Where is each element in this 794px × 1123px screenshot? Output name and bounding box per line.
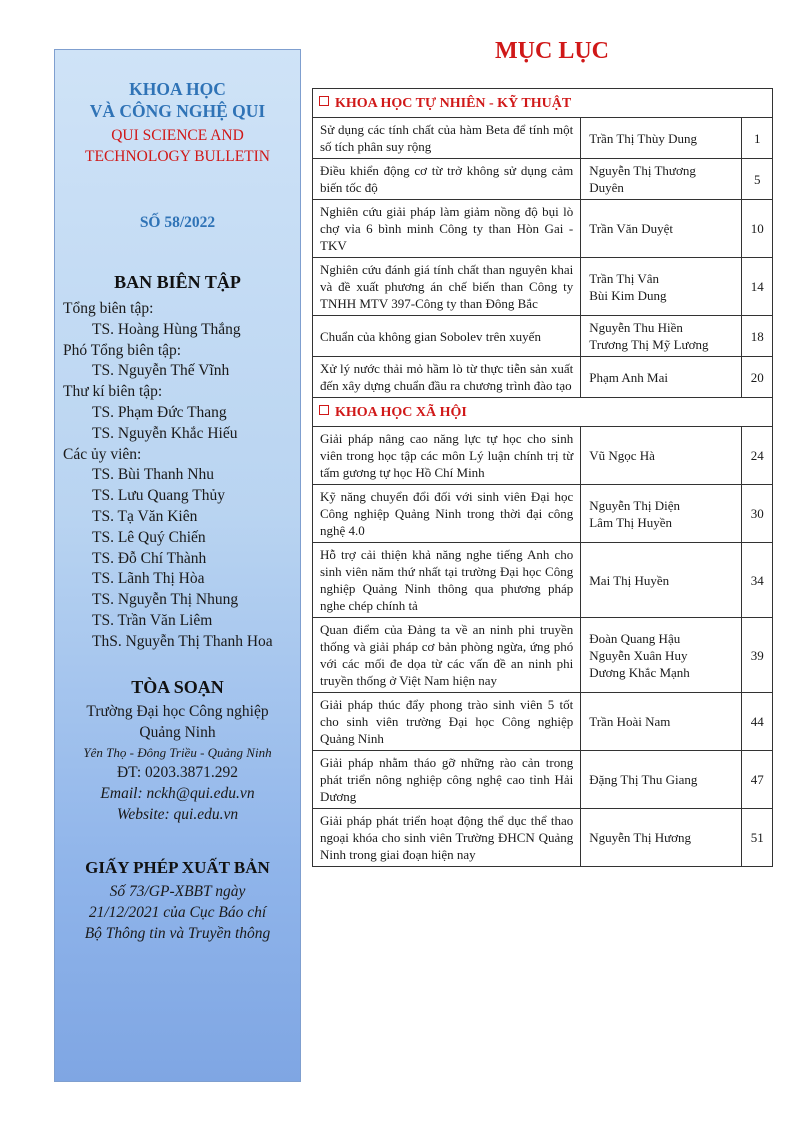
author-name: Lâm Thị Huyền	[589, 514, 673, 530]
author-name: Trần Văn Duyệt	[589, 221, 674, 236]
office-heading: TÒA SOẠN	[131, 677, 224, 697]
page-number: 39	[742, 618, 773, 693]
toc-heading: MỤC LỤC	[495, 38, 609, 64]
article-title[interactable]: Nghiên cứu đánh giá tính chất than nguyên khai và đề xuất phương án chế biến than Công ty TNHH MTV 397-Công ty than Đông Bắc	[313, 258, 581, 316]
article-authors	[581, 357, 742, 398]
license-line1: Số 73/GP-XBBT ngày	[109, 883, 246, 900]
article-authors	[581, 693, 742, 751]
author-name: Mai Thị Huyền	[589, 572, 670, 588]
page-number: 5	[742, 159, 773, 200]
page-number: 20	[742, 357, 773, 398]
author-name: Nguyễn Thị Diện	[589, 497, 680, 513]
article-authors	[581, 200, 742, 258]
article-authors	[581, 316, 742, 357]
page-number: 51	[742, 809, 773, 867]
license-line3: Bộ Thông tin và Truyền thông	[84, 925, 271, 942]
office-phone: ĐT: 0203.3871.292	[116, 764, 239, 781]
page-number: 44	[742, 693, 773, 751]
board-member: TS. Lãnh Thị Hòa	[92, 570, 205, 588]
page-number: 34	[742, 543, 773, 618]
office-name-line2: Quảng Ninh	[139, 724, 216, 741]
page-number: 18	[742, 316, 773, 357]
author-name: Nguyễn Xuân Huy	[589, 647, 688, 663]
article-title[interactable]: Điều khiển động cơ từ trở không sử dụng cảm biến tốc độ	[313, 159, 581, 200]
editorial-board-heading: BAN BIÊN TẬP	[114, 272, 241, 292]
journal-title-vi	[55, 78, 300, 122]
office-email[interactable]: Email: nckh@qui.edu.vn	[100, 785, 255, 802]
article-authors	[581, 258, 742, 316]
toc-section-row	[313, 398, 773, 427]
toc-section-title: KHOA HỌC XÃ HỘI	[335, 404, 467, 420]
toc-entry-row[interactable]	[313, 543, 773, 618]
office-name-line1: Trường Đại học Công nghiệp	[86, 703, 269, 720]
article-title[interactable]: Sử dụng các tính chất của hàm Beta để tính một số tích phân suy rộng	[313, 118, 581, 159]
author-name: Nguyễn Thu Hiền	[589, 320, 683, 335]
board-role: Thư kí biên tập:	[63, 383, 163, 401]
license-heading: GIẤY PHÉP XUẤT BẢN	[85, 858, 270, 877]
toc-section-header	[313, 398, 773, 427]
toc-entry-row[interactable]	[313, 316, 773, 357]
toc-entry-row[interactable]	[313, 159, 773, 200]
toc-entry-row[interactable]	[313, 200, 773, 258]
author-name: Bùi Kim Dung	[589, 287, 667, 303]
board-member: TS. Nguyễn Thị Nhung	[92, 591, 239, 609]
toc-section-row	[313, 89, 773, 118]
board-role: Tổng biên tập:	[63, 300, 154, 317]
page-number: 10	[742, 200, 773, 258]
article-title[interactable]: Giải pháp thúc đẩy phong trào sinh viên 5 tốt cho sinh viên trường Đại học Công nghiệp Quảng Ninh	[313, 693, 581, 751]
board-member: ThS. Nguyễn Thị Thanh Hoa	[92, 632, 273, 650]
board-member: TS. Nguyễn Thế Vĩnh	[92, 362, 230, 380]
author-name: Nguyễn Thị Hương	[589, 830, 692, 845]
office-address: Yên Thọ - Đông Triều - Quảng Ninh	[83, 745, 272, 760]
article-title[interactable]: Quan điểm của Đảng ta về an ninh phi truyền thống và giải pháp cơ bản phòng ngừa, ứng phó với các mối đe dọa từ các vấn đề an ninh phi truyền thống ở Việt Nam hiện nay	[313, 618, 581, 693]
article-title[interactable]: Giải pháp nâng cao năng lực tự học cho sinh viên trong học tập các môn Lý luận chính trị từ tấm gương tự học Hồ Chí Minh	[313, 427, 581, 485]
page-number: 30	[742, 485, 773, 543]
article-title[interactable]: Nghiên cứu giải pháp làm giảm nồng độ bụi lò chợ vỉa 6 bình minh Công ty than Hòn Gai - TKV	[313, 200, 581, 258]
board-member: TS. Nguyễn Khắc Hiếu	[92, 424, 238, 442]
toc-entry-row[interactable]	[313, 485, 773, 543]
article-title[interactable]: Giải pháp phát triển hoạt động thể dục thể thao ngoại khóa cho sinh viên Trường ĐHCN Quảng Ninh trong giai đoạn hiện nay	[313, 809, 581, 867]
masthead-sidebar	[54, 49, 301, 1082]
editorial-board-list	[63, 299, 296, 653]
toc-entry-row[interactable]	[313, 118, 773, 159]
article-title[interactable]: Kỹ năng chuyển đổi đối với sinh viên Đại học Công nghiệp Quảng Ninh trong thời đại công nghệ 4.0	[313, 485, 581, 543]
license-details	[55, 881, 300, 944]
journal-title-vi-line2: VÀ CÔNG NGHỆ QUI	[89, 101, 266, 121]
issue-number: SỐ 58/2022	[139, 214, 216, 231]
license-line2: 21/12/2021 của Cục Báo chí	[88, 904, 267, 921]
page-number: 14	[742, 258, 773, 316]
author-name: Nguyễn Thị Thương Duyên	[589, 163, 696, 195]
article-authors	[581, 618, 742, 693]
toc-entry-row[interactable]	[313, 809, 773, 867]
author-name: Trương Thị Mỹ Lương	[589, 337, 709, 352]
board-role: Phó Tổng biên tập:	[63, 341, 182, 359]
board-member: TS. Tạ Văn Kiên	[92, 507, 198, 525]
table-of-contents	[312, 88, 773, 867]
article-title[interactable]: Hỗ trợ cải thiện khả năng nghe tiếng Anh cho sinh viên năm thứ nhất tại trường Đại học Công nghiệp Quảng Ninh thông qua phương pháp nghe chép chính tả	[313, 543, 581, 618]
author-name: Đặng Thị Thu Giang	[589, 772, 698, 787]
board-member: TS. Hoàng Hùng Thắng	[92, 320, 241, 338]
toc-entry-row[interactable]	[313, 258, 773, 316]
article-authors	[581, 118, 742, 159]
author-name: Dương Khắc Mạnh	[589, 664, 690, 680]
article-authors	[581, 751, 742, 809]
author-name: Phạm Anh Mai	[589, 369, 668, 385]
office-details	[55, 701, 300, 825]
toc-entry-row[interactable]	[313, 427, 773, 485]
journal-title-en	[55, 125, 300, 167]
page-number: 1	[742, 118, 773, 159]
board-member: TS. Lưu Quang Thủy	[92, 487, 225, 505]
page-number: 24	[742, 427, 773, 485]
board-member: TS. Phạm Đức Thang	[92, 403, 227, 421]
article-authors	[581, 543, 742, 618]
toc-entry-row[interactable]	[313, 357, 773, 398]
checkbox-bullet-icon	[319, 405, 329, 415]
article-title[interactable]: Giải pháp nhằm tháo gỡ những rào cản trong phát triển nông nghiệp công nghệ cao tỉnh Hải Dương	[313, 751, 581, 809]
toc-entry-row[interactable]	[313, 618, 773, 693]
board-member: TS. Đỗ Chí Thành	[92, 549, 207, 567]
article-authors	[581, 485, 742, 543]
toc-entry-row[interactable]	[313, 751, 773, 809]
author-name: Đoàn Quang Hậu	[589, 630, 681, 646]
author-name: Trần Hoài Nam	[589, 714, 671, 729]
author-name: Trần Thị Vân	[589, 270, 660, 286]
board-role: Các ủy viên:	[63, 445, 142, 463]
journal-title-en-line2: TECHNOLOGY BULLETIN	[85, 148, 270, 165]
article-title[interactable]: Xử lý nước thải mỏ hầm lò từ thực tiễn sản xuất đến xây dựng chuẩn đầu ra chương trình đào tạo	[313, 357, 581, 398]
page-number: 47	[742, 751, 773, 809]
board-member: TS. Lê Quý Chiến	[92, 528, 206, 546]
article-authors	[581, 809, 742, 867]
toc-section-header	[313, 89, 773, 118]
author-name: Vũ Ngọc Hà	[589, 448, 655, 463]
journal-title-vi-line1: KHOA HỌC	[129, 79, 226, 99]
article-title[interactable]: Chuẩn của không gian Sobolev trên xuyến	[313, 316, 581, 357]
author-name: Trần Thị Thùy Dung	[589, 130, 697, 146]
toc-section-title: KHOA HỌC TỰ NHIÊN - KỸ THUẬT	[335, 95, 572, 111]
checkbox-bullet-icon	[319, 96, 329, 106]
office-website[interactable]: Website: qui.edu.vn	[116, 806, 239, 823]
board-member: TS. Bùi Thanh Nhu	[92, 466, 214, 484]
journal-title-en-line1: QUI SCIENCE AND	[111, 127, 244, 144]
article-authors	[581, 159, 742, 200]
article-authors	[581, 427, 742, 485]
toc-entry-row[interactable]	[313, 693, 773, 751]
board-member: TS. Trần Văn Liêm	[92, 611, 213, 629]
